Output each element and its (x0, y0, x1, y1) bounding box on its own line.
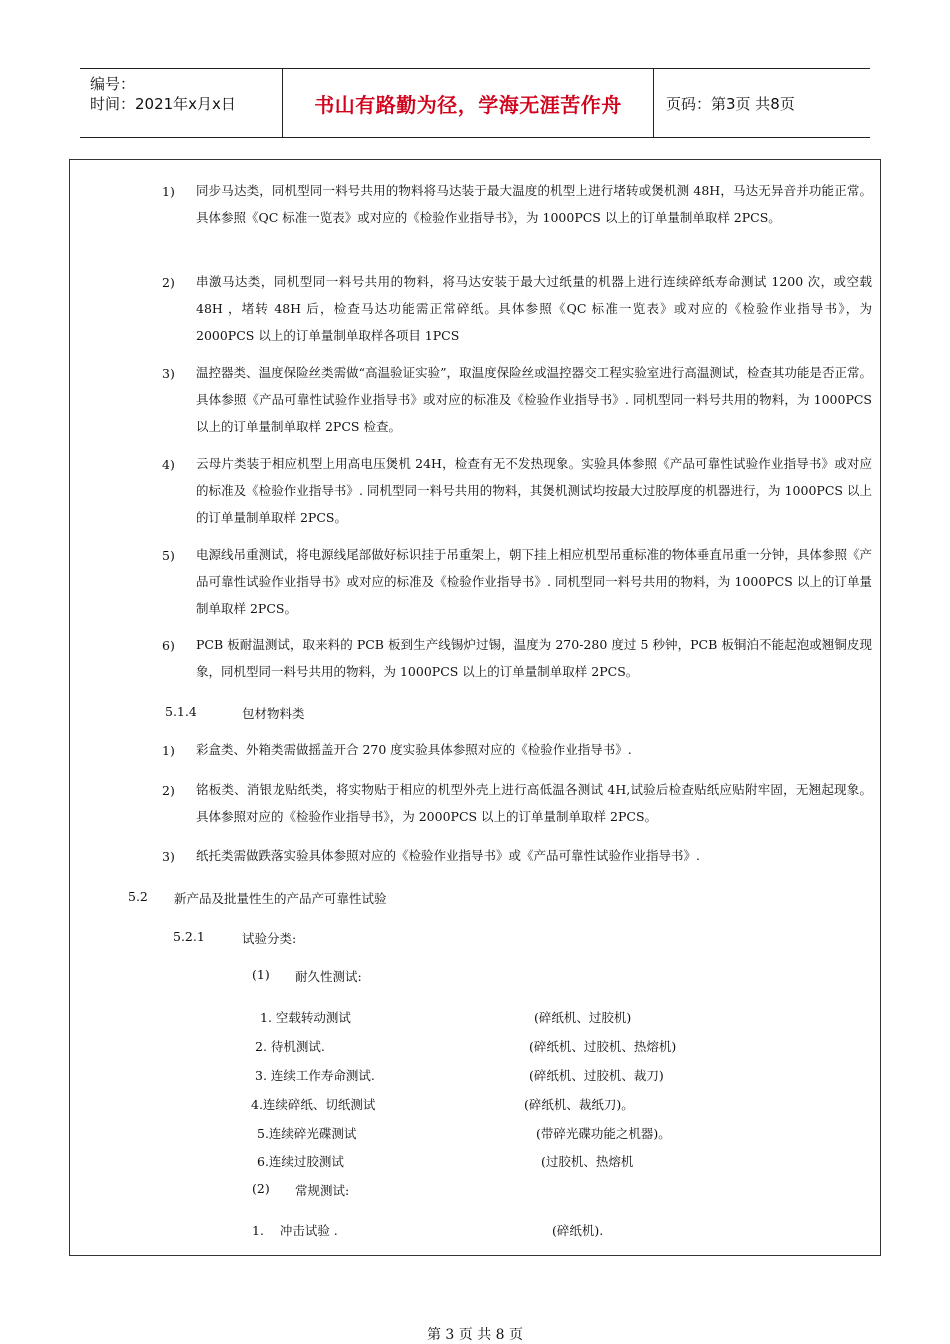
test-name: 1. 空载转动测试 (260, 1010, 351, 1025)
paragraph-mica: 云母片类装于相应机型上用高电压煲机 24H，检查有无不发热现象。实验具体参照《产品可靠性试验作业指导书》或对应的标准及《检验作业指导书》. 同机型同一料号共用的物料，其煲机测试均按最大过胶厚度的机器进行，为 1000PCS 以上的订单量制单取样 2PCS。 (196, 456, 872, 525)
section-number: 5.1.4 (165, 704, 197, 719)
item-number: 1) (162, 743, 175, 758)
test-machines: (碎纸机). (552, 1223, 604, 1238)
test-name: 4.连续碎纸、切纸测试 (251, 1097, 376, 1112)
test-machines: (碎纸机、过胶机、裁刀) (529, 1068, 664, 1083)
test-machines: (碎纸机、过胶机、热熔机) (529, 1039, 677, 1054)
paragraph-pcb: PCB 板耐温测试，取来料的 PCB 板到生产线锡炉过锡，温度为 270-280 度过 5 秒钟，PCB 板铜泊不能起泡或翘铜皮现象，同机型同一料号共用的物料，为 1000PCS 以上的订单量制单取样 2PCS。 (196, 637, 872, 679)
test-name: 6.连续过胶测试 (257, 1154, 344, 1169)
header-motto: 书山有路勤为径，学海无涯苦作舟 (283, 69, 654, 137)
section-number: 5.2.1 (173, 929, 205, 944)
section-title: 试验分类: (242, 931, 297, 946)
subsection-number: (2) (252, 1181, 270, 1196)
section-title: 包材物料类 (242, 706, 305, 721)
test-name: 5.连续碎光碟测试 (257, 1126, 357, 1141)
header-meta (80, 69, 283, 137)
document-number-label: 编号： (90, 75, 136, 93)
test-name: 2. 待机测试. (255, 1039, 325, 1054)
paragraph-thermostat: 温控器类、温度保险丝类需做“高温验证实验”，取温度保险丝或温控器交工程实验室进行高温测试，检查其功能是否正常。 具体参照《产品可靠性试验作业指导书》或对应的标准及《检验作业指导书》. 同机型同一料号共用的物料，为 1000PCS 以上的订单量制单取样 2PCS 检查。 (196, 365, 872, 434)
item-number: 3) (162, 849, 175, 864)
header-page-info: 页码：第3页 共8页 (666, 94, 795, 113)
test-machines: (碎纸机、裁纸刀)。 (524, 1097, 634, 1112)
item-number: 3) (162, 366, 175, 381)
paragraph-sync-motor: 同步马达类，同机型同一料号共用的物料将马达装于最大温度的机型上进行堵转或煲机测 48H，马达无异音并功能正常。具体参照《QC 标准一览表》或对应的《检验作业指导书》，为 1000PCS 以上的订单量制单取样 2PCS。 (196, 183, 872, 225)
test-name: 3. 连续工作寿命测试. (255, 1068, 375, 1083)
test-name: 1. 冲击试验 . (252, 1223, 338, 1238)
paragraph-series-motor: 串激马达类，同机型同一料号共用的物料，将马达安装于最大过纸量的机器上进行连续碎纸寿命测试 1200 次，或空载 48H ，堵转 48H 后，检查马达功能需正常碎纸。具体参照《QC 标准一览表》或对应的《检验作业指导书》，为 2000PCS 以上的订单量制单取样各项目 1PCS (196, 274, 872, 343)
item-number: 2) (162, 275, 175, 290)
subsection-number: (1) (252, 967, 270, 982)
page-footer: 第 3 页 共 8 页 (426, 1327, 524, 1343)
paragraph-paper-tray: 纸托类需做跌落实验具体参照对应的《检验作业指导书》或《产品可靠性试验作业指导书》. (196, 848, 700, 863)
item-number: 4) (162, 457, 175, 472)
subsection-title: 耐久性测试: (295, 969, 362, 984)
test-machines: (带碎光碟功能之机器)。 (536, 1126, 671, 1141)
item-number: 2) (162, 783, 175, 798)
item-number: 5) (162, 548, 175, 563)
subsection-title: 常规测试: (295, 1183, 350, 1198)
document-date-label: 时间：2021年x月x日 (90, 95, 236, 113)
item-number: 6) (162, 638, 175, 653)
test-machines: (碎纸机、过胶机) (534, 1010, 632, 1025)
item-number: 1) (162, 184, 175, 199)
section-number: 5.2 (128, 889, 148, 904)
section-title: 新产品及批量性生的产品产可靠性试验 (174, 891, 387, 906)
page-header (80, 68, 870, 138)
paragraph-power-cord: 电源线吊重测试，将电源线尾部做好标识挂于吊重架上，朝下挂上相应机型吊重标准的物体垂直吊重一分钟，具体参照《产品可靠性试验作业指导书》或对应的标准及《检验作业指导书》. 同机型同一料号共用的物料，为 1000PCS 以上的订单量制单取样 2PCS。 (196, 547, 872, 616)
paragraph-nameplate: 铭板类、消银龙贴纸类，将实物贴于相应的机型外壳上进行高低温各测试 4H,试验后检查贴纸应贴附牢固，无翘起现象。具体参照对应的《检验作业指导书》，为 2000PCS 以上的订单量制单取样 2PCS。 (196, 782, 872, 824)
paragraph-color-box: 彩盒类、外箱类需做摇盖开合 270 度实验具体参照对应的《检验作业指导书》. (196, 742, 632, 757)
test-machines: (过胶机、热熔机 (541, 1154, 634, 1169)
